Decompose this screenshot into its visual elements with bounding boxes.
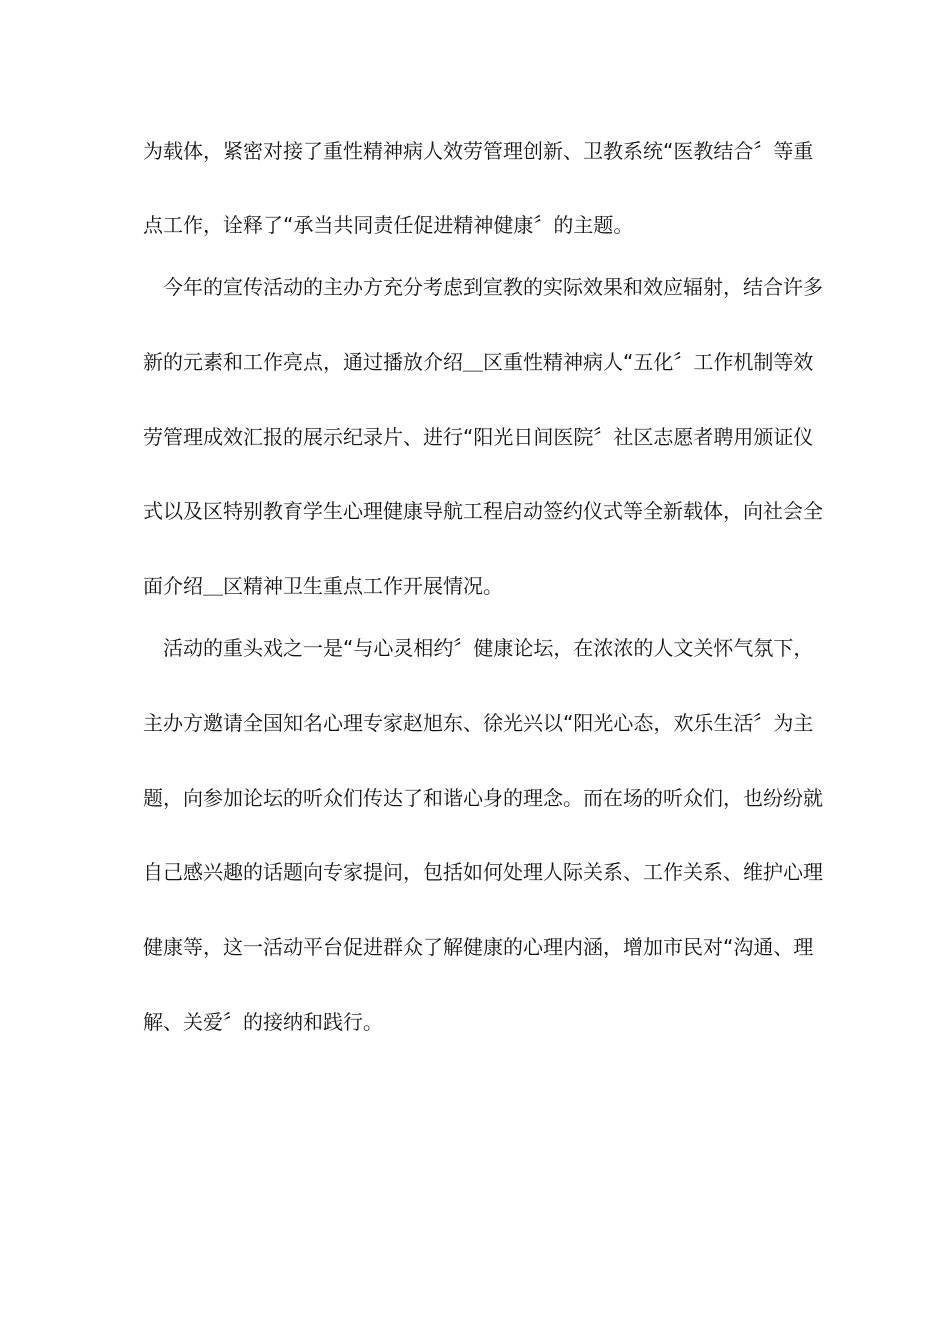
paragraph-2-line-1: 今年的宣传活动的主办方充分考虑到宣教的实际效果和效应辐射，结合许多	[163, 275, 823, 299]
paragraph-2-line-5: 面介绍＿区精神卫生重点工作开展情况。	[143, 574, 503, 598]
paragraph-2-line-3: 劳管理成效汇报的展示纪录片、进行“阳光日间医院〞社区志愿者聘用颁证仪	[143, 425, 814, 449]
paragraph-3-line-1: 活动的重头戏之一是“与心灵相约〞健康论坛，在浓浓的人文关怀气氛下，	[163, 636, 814, 660]
paragraph-1-line-1: 为载体，紧密对接了重性精神病人效劳管理创新、卫教系统“医教结合〞等重	[143, 139, 814, 163]
paragraph-2-line-2: 新的元素和工作亮点，通过播放介绍＿区重性精神病人“五化〞工作机制等效	[143, 350, 814, 374]
paragraph-3-line-3: 题，向参加论坛的听众们传达了和谐心身的理念。而在场的听众们，也纷纷就	[143, 786, 823, 810]
paragraph-3-line-6: 解、关爱〞的接纳和践行。	[143, 1010, 383, 1034]
paragraph-2-line-4: 式以及区特别教育学生心理健康导航工程启动签约仪式等全新载体，向社会全	[143, 499, 823, 523]
paragraph-3-line-4: 自己感兴趣的话题向专家提问，包括如何处理人际关系、工作关系、维护心理	[143, 860, 823, 884]
paragraph-1-line-2: 点工作，诠释了“承当共同责任促进精神健康〞的主题。	[143, 213, 634, 237]
paragraph-3-line-5: 健康等，这一活动平台促进群众了解健康的心理内涵，增加市民对“沟通、理	[143, 935, 814, 959]
paragraph-3-line-2: 主办方邀请全国知名心理专家赵旭东、徐光兴以“阳光心态，欢乐生活〞为主	[143, 711, 814, 735]
